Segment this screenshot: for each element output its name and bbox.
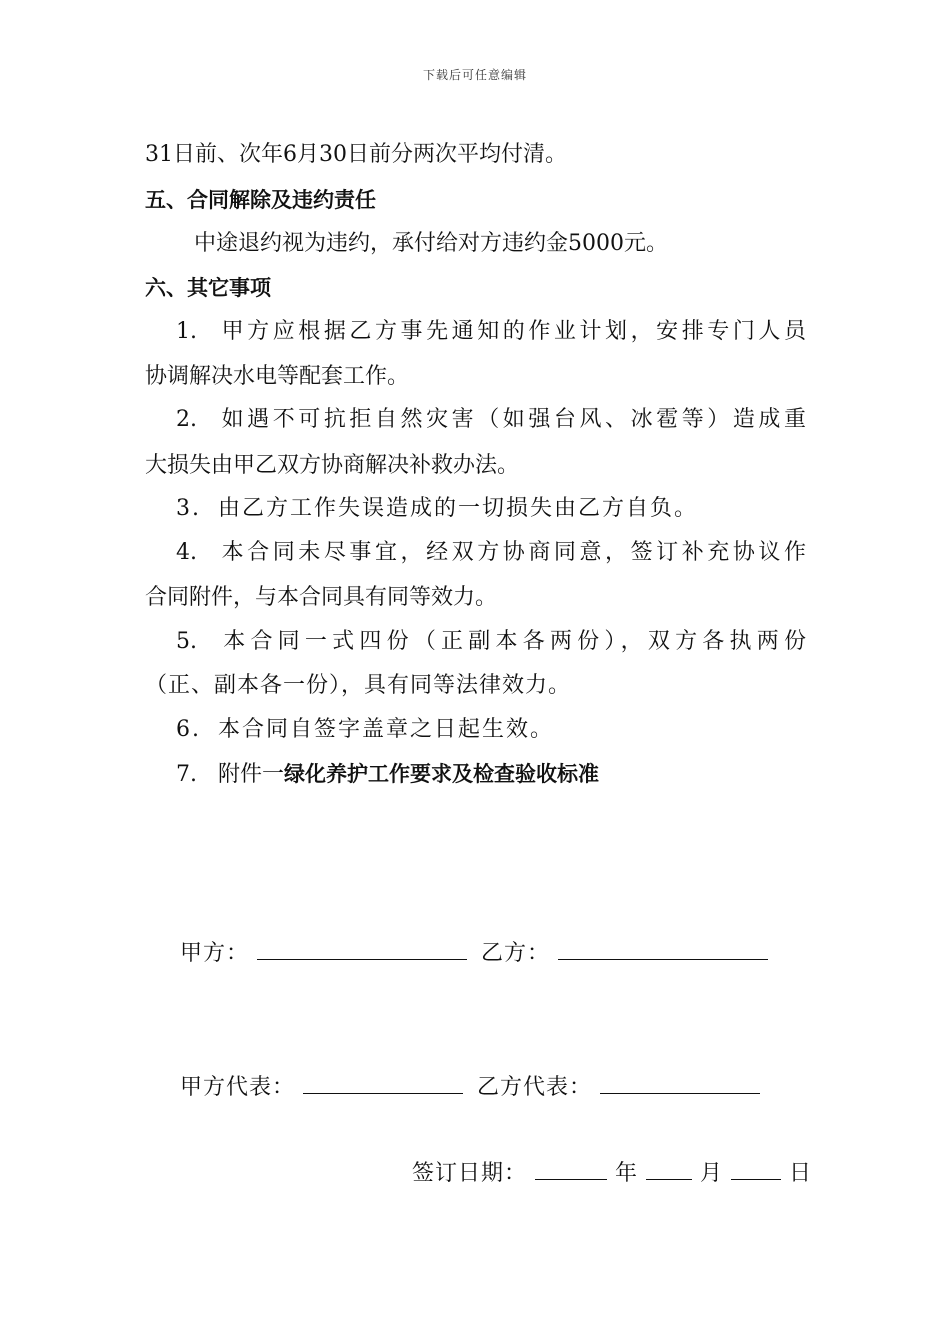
item-1-continuation: 协调解决水电等配套工作。 <box>145 364 410 389</box>
item-7-attachment-title: 绿化养护工作要求及检查验收标准 <box>284 762 600 786</box>
rep-b-label: 乙方代表： <box>477 1075 593 1100</box>
section-5-text: 中途退约视为违约，承付给对方违约金5000元。 <box>194 231 668 256</box>
item-7-number: 7. <box>176 762 197 787</box>
item-5-continuation: （正、副本各一份），具有同等法律效力。 <box>145 673 572 698</box>
item-2-continuation: 大损失由甲乙双方协商解决补救办法。 <box>145 453 520 478</box>
header-note: 下载后可任意编辑 <box>422 68 527 82</box>
rep-b-blank[interactable] <box>600 1071 760 1094</box>
payment-line: 31日前、次年6月30日前分两次平均付清。 <box>145 142 567 167</box>
item-7-line <box>176 759 599 790</box>
year-label: 年 <box>615 1161 639 1186</box>
year-blank[interactable] <box>535 1157 607 1180</box>
item-6-number: 6. <box>176 717 201 742</box>
item-3-text: 由乙方工作失误造成的一切损失由乙方自负。 <box>218 496 699 521</box>
item-3-line <box>176 494 698 524</box>
party-signature-row <box>180 937 768 969</box>
item-6-text: 本合同自签字盖章之日起生效。 <box>218 717 555 742</box>
section-6-title: 六、其它事项 <box>145 276 271 300</box>
sign-date-row <box>412 1157 812 1189</box>
item-1-first-line <box>176 317 806 347</box>
rep-a-blank[interactable] <box>303 1071 463 1094</box>
month-blank[interactable] <box>646 1157 692 1180</box>
section-5-title: 五、合同解除及违约责任 <box>145 188 376 212</box>
item-6-line <box>176 715 554 745</box>
party-a-label: 甲方： <box>180 941 250 966</box>
item-4-number: 4. <box>176 540 197 565</box>
item-1-number: 1. <box>176 319 197 344</box>
party-a-blank[interactable] <box>257 937 467 960</box>
rep-a-label: 甲方代表： <box>180 1075 296 1100</box>
item-3-number: 3. <box>176 496 201 521</box>
item-5-first-line <box>176 627 806 657</box>
item-4-first-line <box>176 538 806 568</box>
party-b-label: 乙方： <box>481 941 551 966</box>
day-label: 日 <box>789 1161 813 1186</box>
item-2-number: 2. <box>176 407 197 432</box>
item-1-text: 甲方应根据乙方事先通知的作业计划，安排专门人员 <box>218 319 806 344</box>
item-5-number: 5. <box>176 629 197 654</box>
date-label: 签订日期： <box>412 1161 528 1186</box>
representative-signature-row <box>180 1071 760 1103</box>
item-7-text: 附件一 <box>218 762 285 787</box>
item-4-text: 本合同未尽事宜，经双方协商同意，签订补充协议作 <box>218 540 806 565</box>
item-5-text: 本合同一式四份（正副本各两份），双方各执两份 <box>218 629 806 654</box>
item-2-first-line <box>176 405 806 435</box>
day-blank[interactable] <box>731 1157 781 1180</box>
month-label: 月 <box>700 1161 724 1186</box>
item-4-continuation: 合同附件，与本合同具有同等效力。 <box>145 585 498 610</box>
item-2-text: 如遇不可抗拒自然灾害（如强台风、冰雹等）造成重 <box>218 407 806 432</box>
party-b-blank[interactable] <box>558 937 768 960</box>
